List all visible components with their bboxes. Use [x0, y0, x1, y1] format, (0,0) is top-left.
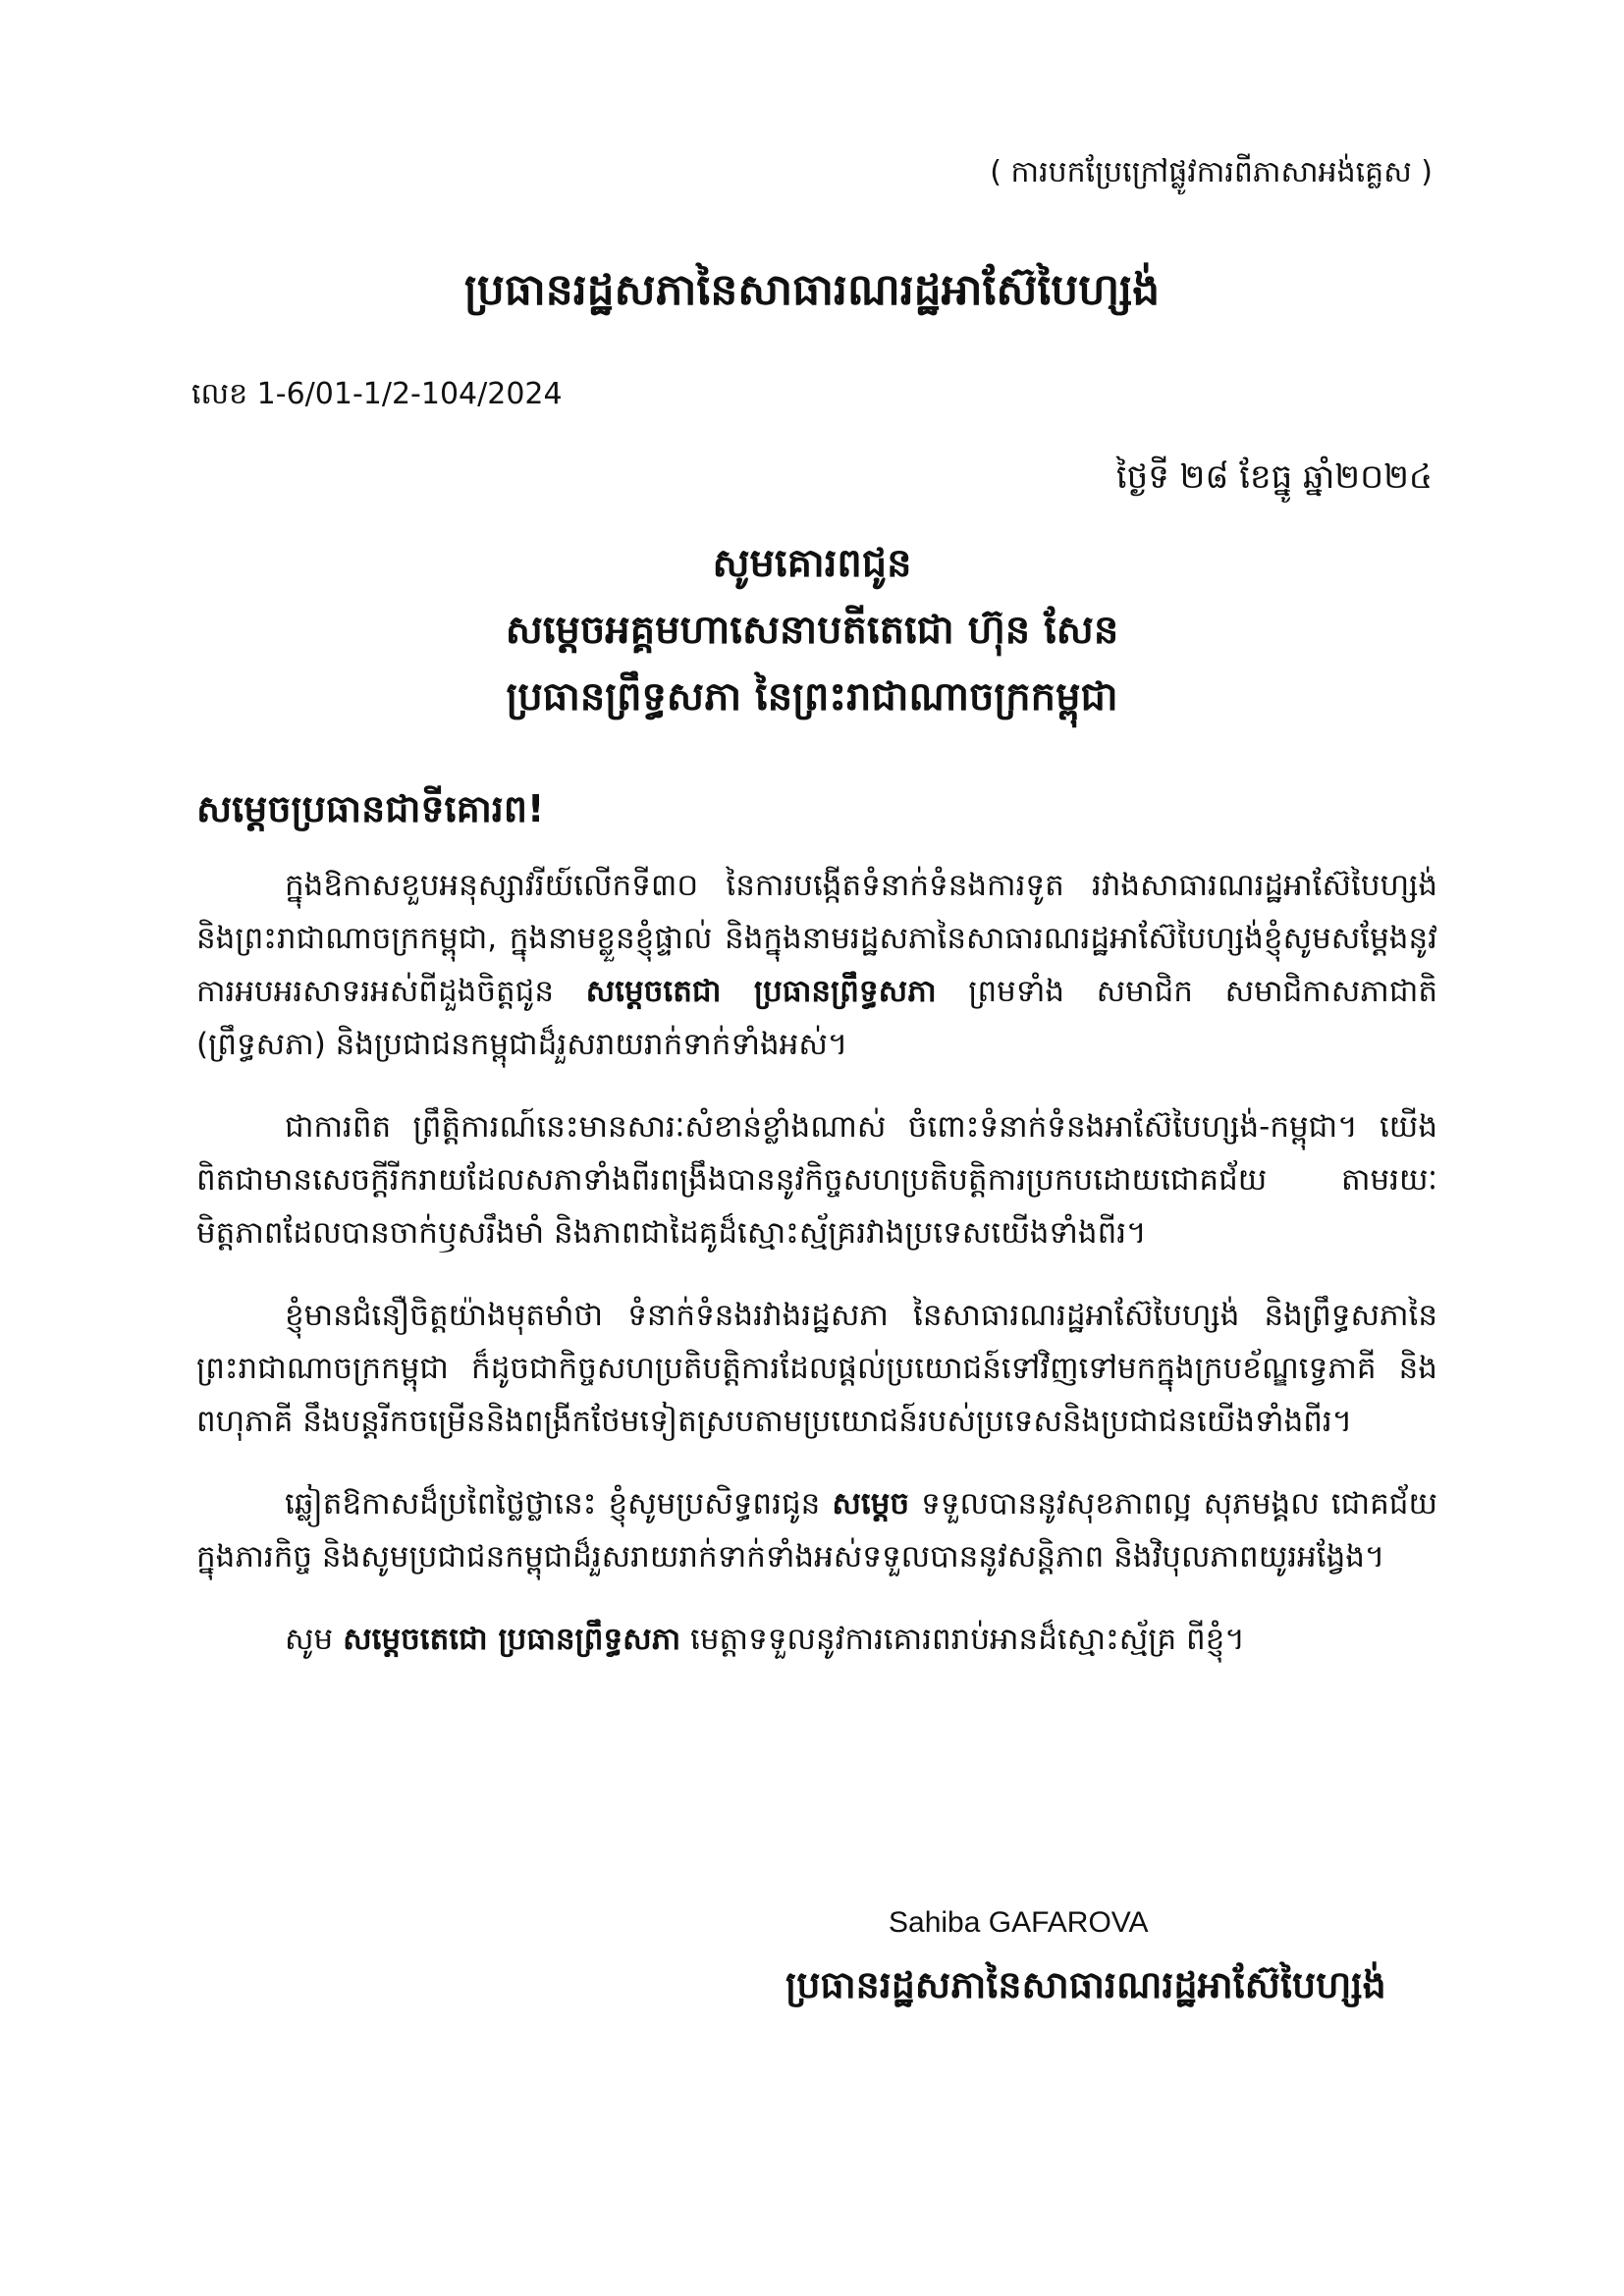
paragraph-4-text: ឆ្លៀតឱកាសដ៏ប្រពៃថ្លៃថ្លានេះ ខ្ញុំសូមប្រសិទ្ធពរជូន: [285, 1486, 821, 1522]
letter-date: ថ្ងៃទី ២៨ ខែធ្នូ ឆ្នាំ២០២៤: [1115, 457, 1433, 497]
paragraph-4-emphasis: សម្តេច: [832, 1486, 910, 1522]
paragraph-1-emphasis: សម្តេចតេជា ប្រធានព្រឹទ្ធសភា: [585, 974, 937, 1009]
recipient-greeting: សូមគោរពជូន: [712, 541, 912, 586]
paragraph-1: [196, 859, 1437, 1071]
paragraph-4: [196, 1477, 1437, 1583]
recipient-block: [0, 530, 1624, 730]
recipient-position: ប្រធានព្រឹទ្ធសភា នៃព្រះរាជាណាចក្រកម្ពុជា: [506, 674, 1118, 720]
closing-emphasis: សម្តេចតេជោ ប្រធានព្រឹទ្ធសភា: [343, 1622, 681, 1657]
paragraph-4-text-end: ទទួលបាននូវសុខភាពល្អ សុភមង្គល ជោគជ័យក្នុងភារកិច្ច និងសូមប្រជាជនកម្ពុជាដ៏រួសរាយរាក់ទាក់ទាំងអស់ទទួលបាននូវសន្តិភាព និងវិបុលភាពយូរអង្វែង។: [196, 1486, 1437, 1575]
closing-text-end: មេត្តាទទួលនូវការគោរពរាប់អានដ៏ស្មោះស្ម័គ្រ ពីខ្ញុំ។: [690, 1622, 1245, 1657]
translation-note: ( ការបកប្រែក្រៅផ្លូវការពីភាសាអង់គ្លេស ): [990, 155, 1433, 189]
closing-text: សូម: [285, 1622, 334, 1657]
salutation: សម្តេចប្រធានជាទីគោរព!: [196, 787, 545, 830]
paragraph-1-text: ក្នុងឱកាសខួបអនុស្សាវរីយ៍លើកទី៣០ នៃការបង្កើតទំនាក់ទំនងការទូត រវាងសាធារណរដ្ឋអាស៊ែបៃហ្សង់ និងព្រះរាជាណាចក្រកម្ពុជា, ក្នុងនាមខ្លួនខ្ញុំផ្ទាល់ និងក្នុងនាមរដ្ឋសភានៃសាធារណរដ្ឋអាស៊ែបៃហ្សង់ខ្ញុំសូមសម្តែងនូវការអបអរសាទរអស់ពីដួងចិត្តជូន: [196, 868, 1437, 1009]
paragraph-3: ខ្ញុំមានជំនឿចិត្តយ៉ាងមុតមាំថា ទំនាក់ទំនងរវាងរដ្ឋសភា នៃសាធារណរដ្ឋអាស៊ែបៃហ្សង់ និងព្រឹទ្ធសភានៃព្រះរាជាណាចក្រកម្ពុជា ក៏ដូចជាកិច្ចសហប្រតិបត្តិការដែលផ្តល់ប្រយោជន៍ទៅវិញទៅមកក្នុងក្របខ័ណ្ឌទ្វេភាគី និងពហុភាគី នឹងបន្តរីកចម្រើននិងពង្រីកថែមទៀតស្របតាមប្រយោជន៍របស់ប្រទេសនិងប្រជាជនយើងទាំងពីរ។: [196, 1298, 1437, 1439]
recipient-name: សម្តេចអគ្គមហាសេនាបតីតេជោ ហ៊ុន សែន: [505, 608, 1119, 653]
signatory-title: ប្រធានរដ្ឋសភានៃសាធារណរដ្ឋអាស៊ែបៃហ្សង់: [785, 1963, 1386, 2006]
paragraph-2: ជាការពិត ព្រឹត្តិការណ៍នេះមានសារៈសំខាន់ខ្លាំងណាស់ ចំពោះទំនាក់ទំនងអាស៊ែបៃហ្សង់-កម្ពុជា។ យើងពិតជាមានសេចក្តីរីករាយដែលសភាទាំងពីរពង្រឹងបាននូវកិច្ចសហប្រតិបត្តិការប្រកបដោយជោគជ័យ តាមរយៈមិត្តភាពដែលបានចាក់ឫសរឹងមាំ និងភាពជាដៃគូដ៏ស្មោះស្ម័គ្ររវាងប្រទេសយើងទាំងពីរ។: [196, 1109, 1437, 1251]
reference-number: លេខ 1-6/01-1/2-104/2024: [191, 377, 563, 411]
signatory-name: Sahiba GAFAROVA: [889, 1906, 1149, 1939]
closing-line: [196, 1613, 1437, 1666]
paragraph-1-text-end: ព្រមទាំង សមាជិក សមាជិកាសភាជាតិ (ព្រឹទ្ធសភា) និងប្រជាជនកម្ពុជាដ៏រួសរាយរាក់ទាក់ទាំងអស់។: [196, 974, 1438, 1062]
letter-body: [196, 859, 1437, 1666]
sender-title: ប្រធានរដ្ឋសភានៃសាធារណរដ្ឋអាស៊ែបៃហ្សង់: [463, 265, 1161, 315]
